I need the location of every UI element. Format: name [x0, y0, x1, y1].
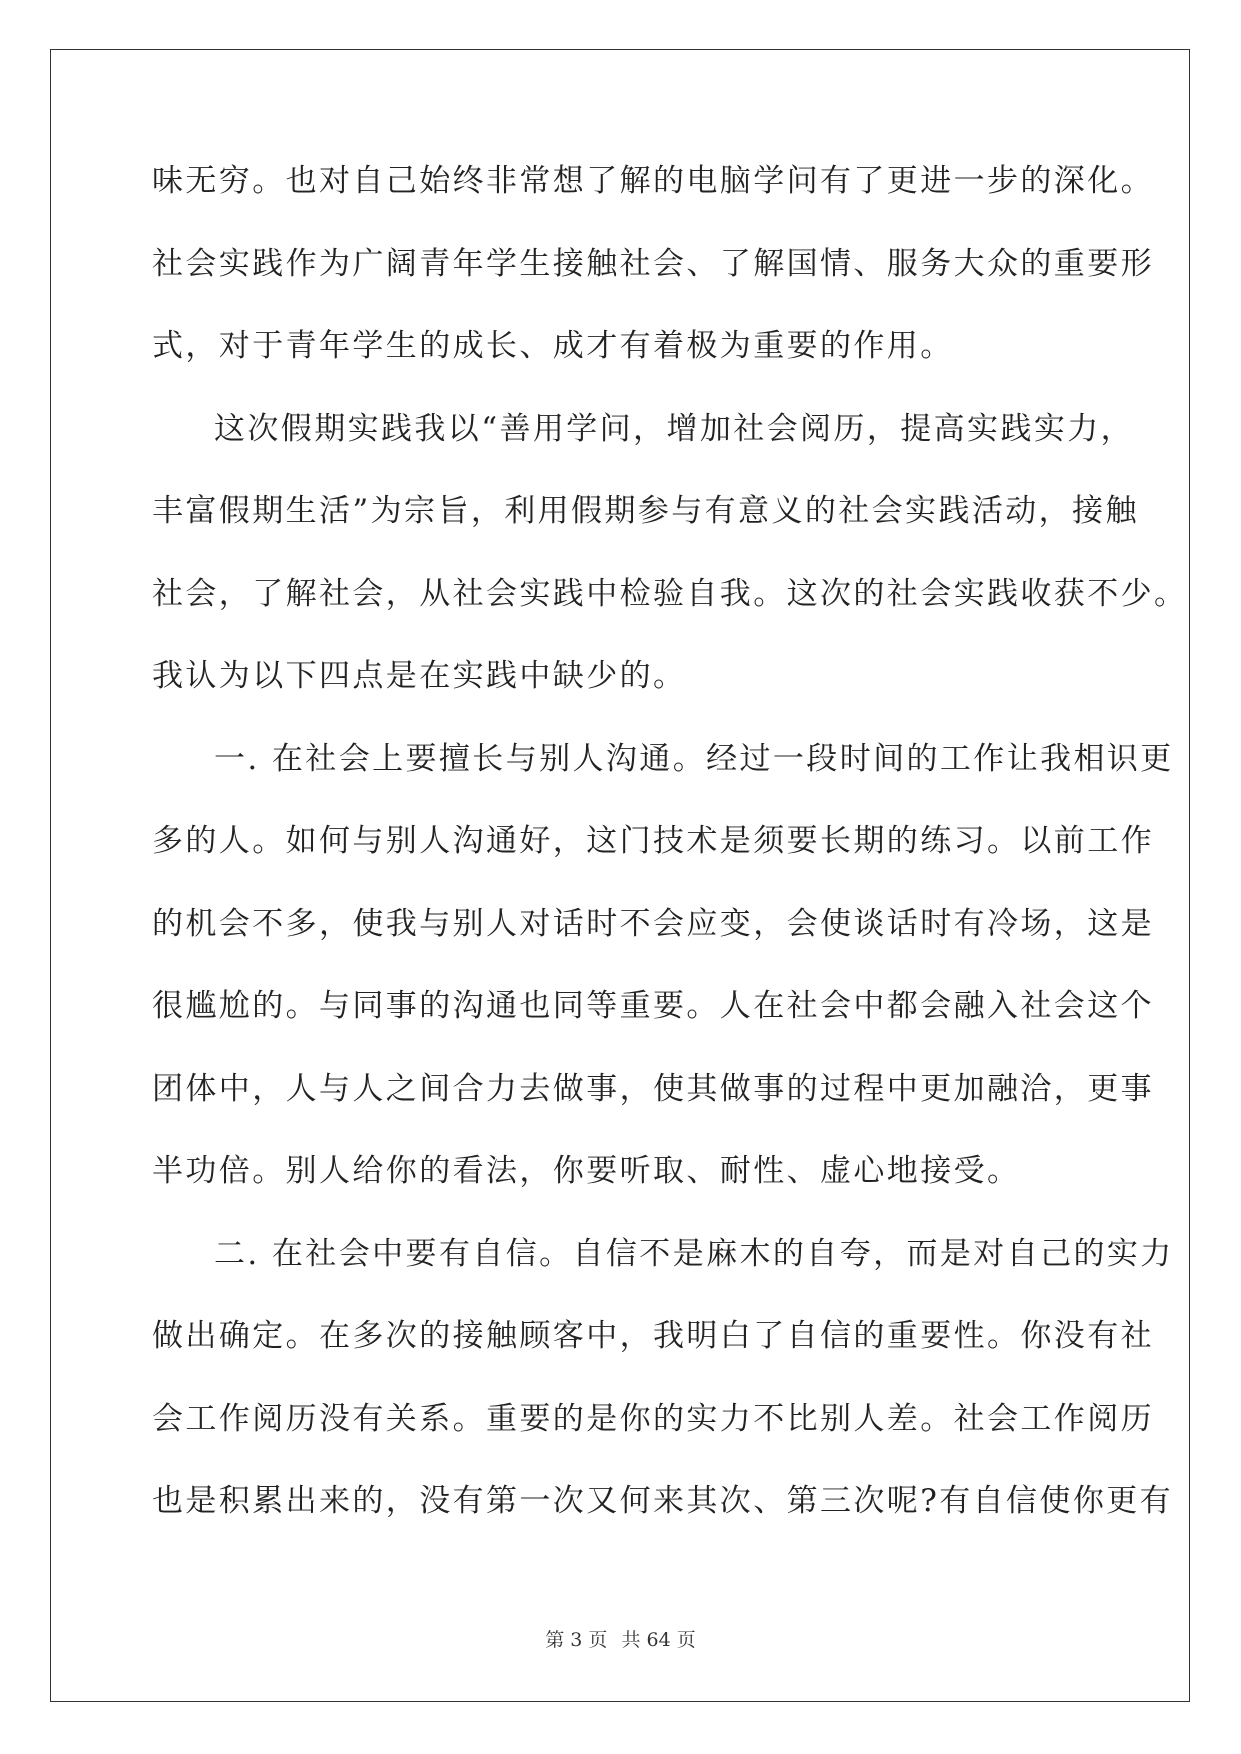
text-line: 社会，了解社会，从社会实践中检验自我。这次的社会实践收获不少。 [152, 575, 1188, 612]
text-line: 我认为以下四点是在实践中缺少的。 [152, 658, 687, 694]
text-line: 多的人。如何与别人沟通好，这门技术是须要长期的练习。以前工作 [152, 823, 1154, 859]
page-number: 第 3 页 [545, 1629, 608, 1651]
text-line: 团体中，人与人之间合力去做事，使其做事的过程中更加融洽，更事 [152, 1070, 1154, 1107]
page-footer [0, 1625, 1241, 1652]
text-line: 的机会不多，使我与别人对话时不会应变，会使谈话时有冷场，这是 [152, 905, 1154, 942]
text-line: 做出确定。在多次的接触顾客中，我明白了自信的重要性。你没有社 [152, 1318, 1154, 1354]
text-line: 二. 在社会中要有自信。自信不是麻木的自夸，而是对自己的实力 [214, 1235, 1174, 1272]
text-line: 式，对于青年学生的成长、成才有着极为重要的作用。 [152, 328, 954, 364]
text-line: 也是积累出来的，没有第一次又何来其次、第三次呢?有自信使你更有 [152, 1483, 1174, 1519]
text-line: 这次假期实践我以“善用学问，增加社会阅历，提高实践实力， [214, 410, 1135, 447]
text-line: 会工作阅历没有关系。重要的是你的实力不比别人差。社会工作阅历 [152, 1400, 1154, 1437]
text-line: 一. 在社会上要擅长与别人沟通。经过一段时间的工作让我相识更 [214, 740, 1174, 777]
text-line: 半功倍。别人给你的看法，你要听取、耐性、虚心地接受。 [152, 1153, 1021, 1189]
text-line: 味无穷。也对自己始终非常想了解的电脑学问有了更进一步的深化。 [152, 163, 1154, 199]
text-line: 很尴尬的。与同事的沟通也同等重要。人在社会中都会融入社会这个 [152, 988, 1154, 1024]
page-total: 共 64 页 [621, 1629, 696, 1651]
document-body [152, 140, 1188, 1543]
text-line: 丰富假期生活”为宗旨，利用假期参与有意义的社会实践活动，接触 [152, 493, 1139, 529]
text-line: 社会实践作为广阔青年学生接触社会、了解国情、服务大众的重要形 [152, 245, 1154, 282]
